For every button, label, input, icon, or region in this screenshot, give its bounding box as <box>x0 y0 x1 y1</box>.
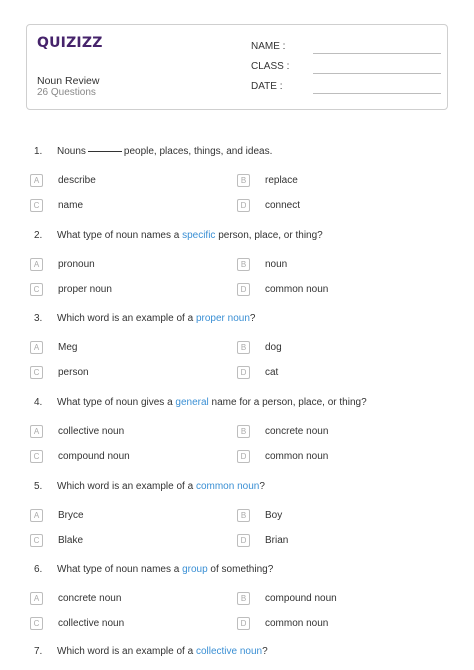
option-letter-box[interactable]: A <box>30 174 43 187</box>
option-letter-box[interactable]: B <box>237 341 250 354</box>
question-number: 4. <box>34 397 43 408</box>
worksheet-title: Noun Review <box>37 75 100 87</box>
option-text: concrete noun <box>58 593 122 604</box>
option-text: compound noun <box>58 451 130 462</box>
date-line[interactable] <box>313 93 441 94</box>
option-text: pronoun <box>58 259 95 270</box>
question-text <box>57 313 255 324</box>
question-text-part: ? <box>249 313 256 324</box>
question-text-part: What type of noun gives a <box>57 397 176 408</box>
option-text: name <box>58 200 84 211</box>
option-letter-box[interactable]: B <box>237 425 250 438</box>
question-text-part: ? <box>262 646 268 657</box>
question-text <box>57 230 323 241</box>
question-text <box>57 146 272 157</box>
name-line[interactable] <box>313 53 441 54</box>
option-text: Boy <box>265 510 283 521</box>
highlighted-term: common noun <box>195 481 260 492</box>
question-number: 1. <box>34 146 43 157</box>
highlighted-term: collective noun <box>195 646 263 657</box>
option-text: dog <box>265 342 282 353</box>
question-text-part: of something? <box>207 564 274 575</box>
option-letter-box[interactable]: D <box>237 617 250 630</box>
option-letter-box[interactable]: B <box>237 509 250 522</box>
option-text: Brian <box>265 535 289 546</box>
question-text-part: ? <box>259 481 265 492</box>
option-text: describe <box>58 175 96 186</box>
question-text <box>57 564 273 575</box>
question-text-part: Which word is an example of a <box>57 481 196 492</box>
option-text: collective noun <box>58 618 125 629</box>
option-letter-box[interactable]: B <box>237 592 250 605</box>
date-label: DATE : <box>251 81 283 92</box>
question-text-part: name for a person, place, or thing? <box>208 397 367 408</box>
option-letter-box[interactable]: D <box>237 283 250 296</box>
option-text: Blake <box>58 535 84 546</box>
question-text-part: person, place, or thing? <box>215 230 323 241</box>
option-text: proper noun <box>58 284 112 295</box>
option-text: noun <box>265 259 288 270</box>
question-text-part: Which word is an example of a <box>57 646 196 657</box>
highlighted-term: proper noun <box>195 313 250 324</box>
option-letter-box[interactable]: C <box>30 534 43 547</box>
option-text: common noun <box>265 284 329 295</box>
class-line[interactable] <box>313 73 441 74</box>
option-letter-box[interactable]: C <box>30 283 43 296</box>
option-letter-box[interactable]: A <box>30 258 43 271</box>
highlighted-term: group <box>182 564 208 575</box>
quizizz-logo: QUIZIZZ <box>37 35 103 51</box>
highlighted-term: general <box>175 397 209 408</box>
option-letter-box[interactable]: A <box>30 341 43 354</box>
class-field[interactable] <box>251 61 441 75</box>
option-letter-box[interactable]: D <box>237 450 250 463</box>
option-text: collective noun <box>58 426 125 437</box>
option-text: concrete noun <box>265 426 329 437</box>
question-text-part: Which word is an example of a <box>57 313 196 324</box>
question-text <box>57 397 367 408</box>
question-number: 3. <box>34 313 43 324</box>
question-number: 5. <box>34 481 43 492</box>
worksheet-header <box>26 24 448 110</box>
question-text-part: Nouns <box>57 146 86 157</box>
class-label: CLASS : <box>251 61 290 72</box>
option-text: Meg <box>58 342 78 353</box>
option-letter-box[interactable]: A <box>30 425 43 438</box>
option-text: cat <box>265 367 279 378</box>
option-letter-box[interactable]: D <box>237 366 250 379</box>
fill-in-blank[interactable] <box>88 151 122 152</box>
option-letter-box[interactable]: C <box>30 617 43 630</box>
option-text: replace <box>265 175 298 186</box>
question-text-part: What type of noun names a <box>57 230 183 241</box>
question-text-part: people, places, things, and ideas. <box>123 146 273 157</box>
question-number: 6. <box>34 564 43 575</box>
question-text <box>57 646 268 657</box>
question-number: 7. <box>34 646 43 657</box>
option-letter-box[interactable]: D <box>237 199 250 212</box>
option-letter-box[interactable]: C <box>30 450 43 463</box>
highlighted-term: specific <box>182 230 216 241</box>
date-field[interactable] <box>251 81 441 95</box>
option-letter-box[interactable]: C <box>30 199 43 212</box>
option-letter-box[interactable]: D <box>237 534 250 547</box>
question-text <box>57 481 265 492</box>
option-letter-box[interactable]: A <box>30 509 43 522</box>
option-text: person <box>58 367 89 378</box>
option-text: common noun <box>265 451 329 462</box>
option-letter-box[interactable]: A <box>30 592 43 605</box>
question-number: 2. <box>34 230 43 241</box>
option-text: common noun <box>265 618 329 629</box>
question-count: 26 Questions <box>37 87 96 98</box>
option-text: compound noun <box>265 593 337 604</box>
option-text: connect <box>265 200 301 211</box>
option-letter-box[interactable]: C <box>30 366 43 379</box>
question-text-part: What type of noun names a <box>57 564 183 575</box>
option-letter-box[interactable]: B <box>237 174 250 187</box>
name-label: NAME : <box>251 41 286 52</box>
name-field[interactable] <box>251 41 441 55</box>
option-letter-box[interactable]: B <box>237 258 250 271</box>
option-text: Bryce <box>58 510 84 521</box>
